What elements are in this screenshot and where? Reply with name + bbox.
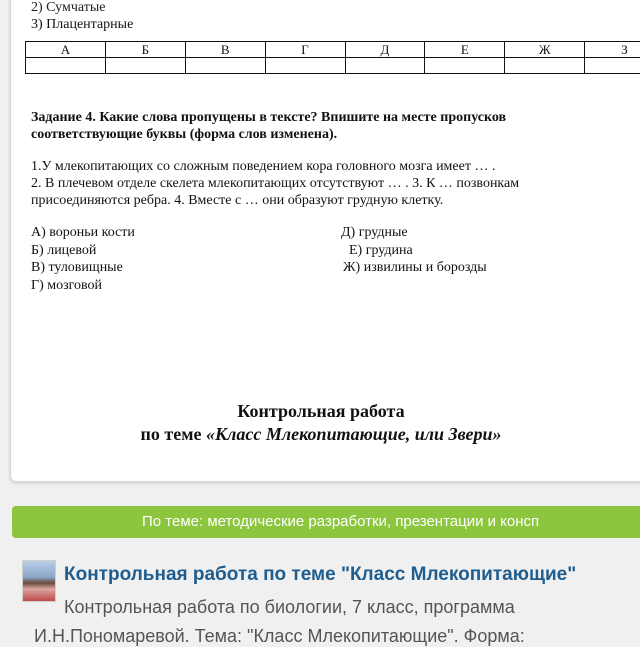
worksheet-document [10,0,640,482]
option-item: А) вороньи кости [31,224,135,242]
task4-options-left [31,224,135,294]
banner-text: По теме: методические разработки, презентации и консп [142,506,539,538]
task4-sentence-2: 2. В плечевом отделе скелета млекопитающих отсутствуют … . 3. К … позвонкам присоединяются ребра. 4. Вместе с … они образуют грудную клетку. [31,175,621,209]
answer-table-header-row [26,42,640,58]
option-item: В) туловищные [31,259,135,277]
result-title-link[interactable]: Контрольная работа по теме "Класс Млекопитающие" [64,564,576,586]
answer-cell [585,58,640,74]
answer-table [25,41,640,74]
option-item: Д) грудные [341,224,487,242]
task4-heading: Задание 4. Какие слова пропущены в тексте? Впишите на месте пропусков соответствующие буквы (форма слов изменена). [31,109,591,143]
task4-options-right [341,224,487,277]
related-topic-banner[interactable] [12,506,640,538]
test-title: Контрольная работа [11,401,631,422]
answer-table-header: А [26,42,106,58]
option-item: Б) лицевой [31,242,135,260]
answer-table-header: З [585,42,640,58]
answer-table-header: Б [105,42,185,58]
answer-cell [105,58,185,74]
list-item-3: 3) Плацентарные [31,16,133,33]
answer-cell [265,58,345,74]
answer-cell [345,58,425,74]
test-subtitle-topic: «Класс Млекопитающие, или Звери» [206,424,502,444]
result-description: Контрольная работа по биологии, 7 класс, программа [64,597,515,618]
answer-table-header: Г [265,42,345,58]
task4-text [31,158,621,209]
class-list [31,0,133,33]
answer-cell [425,58,505,74]
answer-table-header: Ж [505,42,585,58]
test-subtitle [11,424,631,445]
answer-cell [505,58,585,74]
answer-table-header: В [185,42,265,58]
result-description-continued: И.Н.Пономаревой. Тема: "Класс Млекопитающие". Форма: [34,626,525,647]
list-item-2: 2) Сумчатые [31,0,133,16]
task4-sentence-1: 1.У млекопитающих со сложным поведением кора головного мозга имеет … . [31,158,621,175]
answer-cell [185,58,265,74]
test-subtitle-prefix: по теме [141,424,206,444]
option-item: Е) грудина [341,242,487,260]
answer-table-answer-row [26,58,640,74]
answer-table-header: Д [345,42,425,58]
answer-table-header: Е [425,42,505,58]
option-item: Ж) извилины и борозды [341,259,487,277]
option-item: Г) мозговой [31,277,135,295]
answer-cell [26,58,106,74]
result-thumbnail-image[interactable] [22,560,56,602]
